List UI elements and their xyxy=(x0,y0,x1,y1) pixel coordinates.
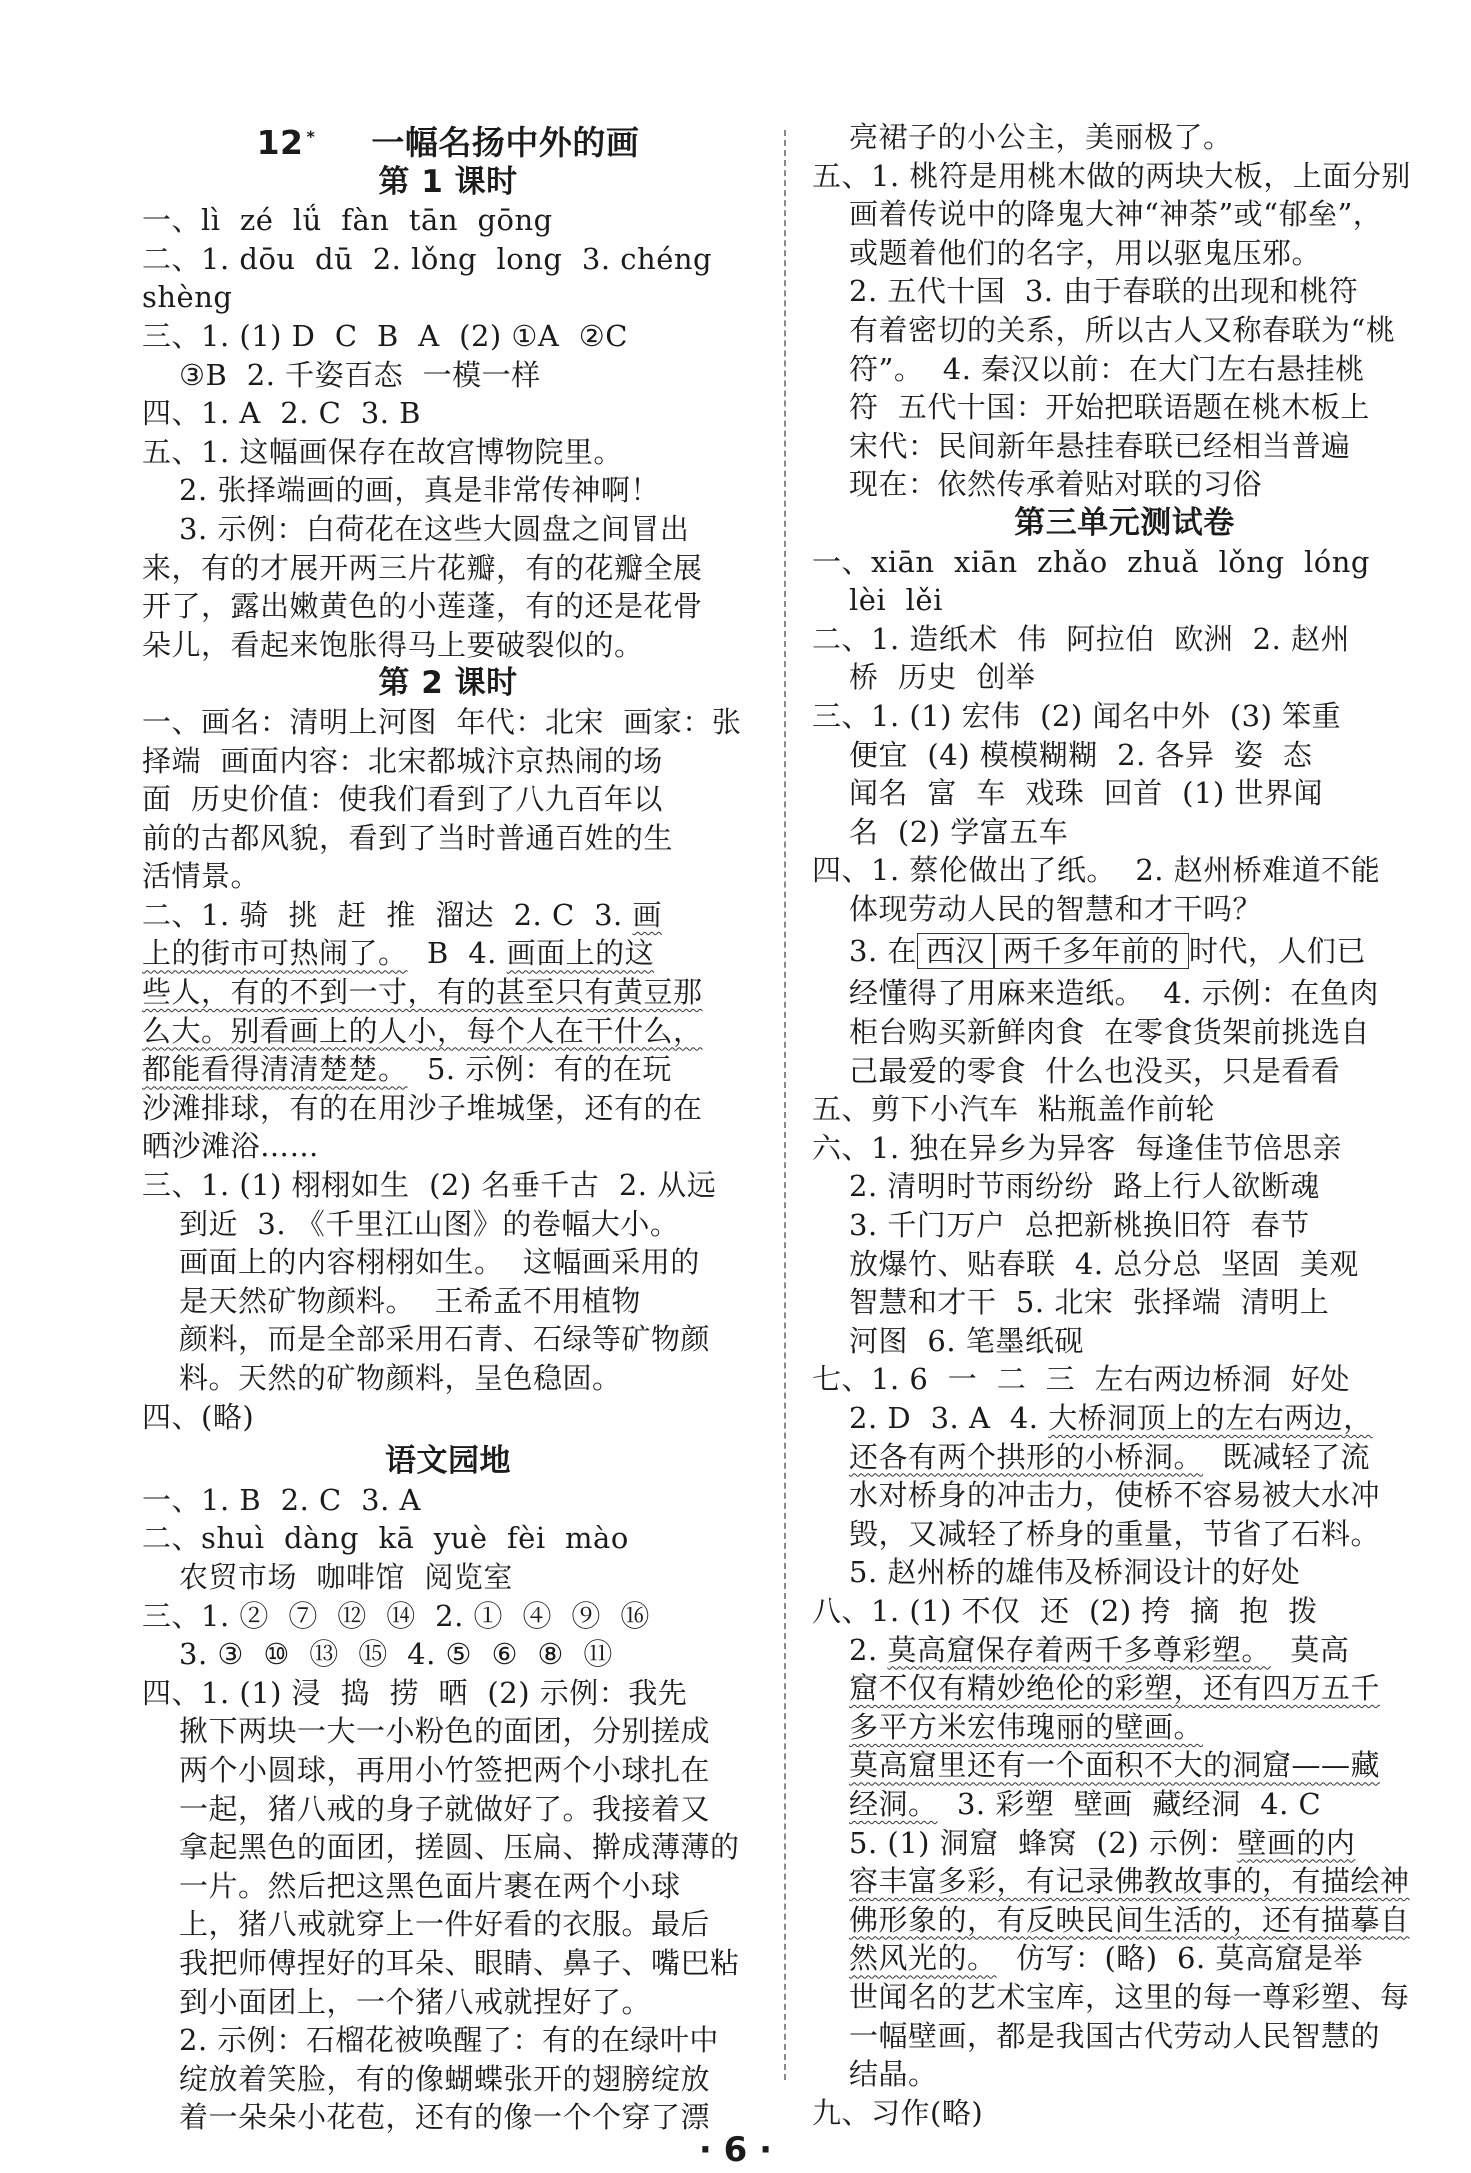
answer-line: 前的古都风貌，看到了当时普通百姓的生 xyxy=(142,820,674,855)
answer-line: 绽放着笑脸，有的像蝴蝶张开的翅膀绽放 xyxy=(179,2061,711,2096)
answer-line: 桥 历史 创举 xyxy=(849,660,1036,695)
answer-line: 符 五代十国：开始把联语题在桃木板上 xyxy=(849,390,1370,425)
answer-line: 五、1. 这幅画保存在故宫博物院里。 xyxy=(142,434,623,469)
answer-line: 五、1. 桃符是用桃木做的两块大板，上面分别 xyxy=(812,158,1411,193)
answer-line: 闻名 富 车 戏珠 回首 (1) 世界闻 xyxy=(849,776,1323,811)
answer-line: 七、1. 6 一 二 三 左右两边桥洞 好处 xyxy=(812,1362,1351,1397)
answer-line: 面 历史价值：使我们看到了八九百年以 xyxy=(142,782,663,817)
answer-line: 符”。 4. 秦汉以前：在大门左右悬挂桃 xyxy=(849,351,1365,386)
answer-line: 宋代：民间新年悬挂春联已经相当普遍 xyxy=(849,428,1351,463)
answer-line: 2. 五代十国 3. 由于春联的出现和桃符 xyxy=(849,274,1359,309)
answer-line: 智慧和才干 5. 北宋 张择端 清明上 xyxy=(849,1285,1330,1320)
wavy-underlined-text: 容丰富多彩，有记录佛教故事的，有描绘神 xyxy=(849,1864,1410,1899)
section-title: 一幅名扬中外的画 xyxy=(371,123,640,162)
answer-line: 六、1. 独在异乡为异客 每逢佳节倍思亲 xyxy=(812,1130,1342,1165)
answer-line: 两个小圆球，再用小竹签把两个小球扎在 xyxy=(179,1752,711,1787)
answer-line: 四、1. (1) 浸 捣 捞 晒 (2) 示例：我先 xyxy=(142,1675,688,1710)
answer-line: 3. 示例：白荷花在这些大圆盘之间冒出 xyxy=(179,511,690,546)
answer-text: 5. 示例：有的在玩 xyxy=(407,1052,672,1087)
page-number: · 6 · xyxy=(698,2130,773,2170)
answer-line xyxy=(812,928,1437,974)
answer-line: 四、1. A 2. C 3. B xyxy=(142,396,421,431)
wavy-underlined-text: 大桥洞顶上的左右两边， xyxy=(1048,1401,1373,1435)
wavy-underlined-text: 么大。别看画上的人小，每个人在干什么， xyxy=(142,1013,703,1048)
wavy-underlined-text: 画 xyxy=(632,897,662,932)
lesson1-title: 第 1 课时 xyxy=(378,163,518,200)
answer-line xyxy=(812,1438,1437,1477)
wavy-underlined-text: 画面上的这 xyxy=(506,936,655,971)
answer-line: 是天然矿物颜料。 王希孟不用植物 xyxy=(179,1283,641,1318)
answer-line: 一、xiān xiān zhǎo zhuǎ lǒng lóng xyxy=(812,544,1370,579)
left-column xyxy=(142,118,754,2137)
answer-text: 莫高 xyxy=(1270,1632,1350,1667)
answer-line: 四、1. 蔡伦做出了纸。 2. 赵州桥难道不能 xyxy=(812,853,1381,888)
answer-line: 三、1. (1) D C B A (2) ①A ②C xyxy=(142,318,628,353)
answer-line xyxy=(812,1399,1437,1438)
answer-line: 三、1. (1) 栩栩如生 (2) 名垂千古 2. 从远 xyxy=(142,1168,717,1203)
answer-line: 五、剪下小汽车 粘瓶盖作前轮 xyxy=(812,1092,1215,1127)
answer-text: 3. 在 xyxy=(849,934,917,969)
answer-line: 世闻名的艺术宝库，这里的每一尊彩塑、每 xyxy=(849,1979,1410,2014)
answer-text: 5. (1) 洞窟 蜂窝 (2) 示例： xyxy=(849,1825,1238,1860)
answer-line: 三、1. (1) 宏伟 (2) 闻名中外 (3) 笨重 xyxy=(812,698,1342,733)
answer-line: 3. ③ ⑩ ⑬ ⑮ 4. ⑤ ⑥ ⑧ ⑪ xyxy=(179,1637,613,1672)
answer-text: 既减轻了流 xyxy=(1203,1439,1370,1474)
answer-line: 一幅壁画，都是我国古代劳动人民智慧的 xyxy=(849,2018,1381,2053)
answer-line: 开了，露出嫩黄色的小莲蓬，有的还是花骨 xyxy=(142,589,703,624)
column-divider xyxy=(784,130,786,2080)
wavy-underlined-text: 都能看得清清楚楚。 xyxy=(142,1052,408,1087)
answer-line xyxy=(812,1669,1437,1708)
section-heading xyxy=(142,118,754,163)
answer-line: 到小面团上，一个猪八戒就捏好了。 xyxy=(179,1984,652,2019)
answer-line: 择端 画面内容：北宋都城汴京热闹的场 xyxy=(142,743,663,778)
section-number xyxy=(257,123,316,162)
answer-line: lèi lěi xyxy=(849,583,943,618)
answer-line: 一、lì zé lǘ fàn tān gōng xyxy=(142,203,553,238)
answer-line xyxy=(142,973,754,1012)
wavy-underlined-text: 窟不仅有精妙绝伦的彩塑，还有四万五千 xyxy=(849,1671,1381,1706)
answer-line: 放爆竹、贴春联 4. 总分总 坚固 美观 xyxy=(849,1246,1359,1281)
answer-line: 亮裙子的小公主，美丽极了。 xyxy=(849,120,1233,154)
answer-line: 二、1. dōu dū 2. lǒng long 3. chéng xyxy=(142,241,713,276)
answer-line xyxy=(812,1901,1437,1940)
answer-line: 活情景。 xyxy=(142,859,261,894)
answer-line: 5. 赵州桥的雄伟及桥洞设计的好处 xyxy=(849,1555,1301,1590)
wavy-underlined-text: 还各有两个拱形的小桥洞。 xyxy=(849,1439,1204,1474)
answer-line xyxy=(812,1824,1437,1863)
answer-text: 2. D 3. A 4. xyxy=(849,1401,1049,1435)
section-number-text: 12 xyxy=(256,123,304,162)
answer-line: 3. 千门万户 总把新桃换旧符 春节 xyxy=(849,1208,1310,1243)
answer-line xyxy=(812,1939,1437,1978)
answer-text: 仿写：(略) 6. 莫高窟是举 xyxy=(996,1941,1363,1976)
answer-line xyxy=(142,1050,754,1089)
answer-line: 来，有的才展开两三片花瓣，有的花瓣全展 xyxy=(142,550,703,585)
answer-line: 一片。然后把这黑色面片裹在两个小球 xyxy=(179,1868,681,1903)
answer-line: 九、习作(略) xyxy=(812,2095,984,2130)
answer-line: 便宜 (4) 模模糊糊 2. 各异 姿 态 xyxy=(849,737,1313,772)
answer-line: 料。天然的矿物颜料，呈色稳固。 xyxy=(179,1361,622,1395)
garden-title: 语文园地 xyxy=(385,1443,511,1480)
answer-line: 一起，猪八戒的身子就做好了。我接着又 xyxy=(179,1791,711,1826)
boxed-answer: 两千多年前的 xyxy=(994,933,1189,969)
answer-line: 画着传说中的降鬼大神“神荼”或“郁垒”， xyxy=(849,197,1383,232)
answer-line: 四、(略) xyxy=(142,1399,255,1434)
answer-line: 着一朵朵小花苞，还有的像一个个穿了漂 xyxy=(179,2100,711,2135)
answer-line: 水对桥身的冲击力，使桥不容易被大水冲 xyxy=(849,1478,1381,1513)
answer-text: 3. 彩塑 壁画 藏经洞 4. C xyxy=(937,1786,1322,1821)
answer-line: 2. 清明时节雨纷纷 路上行人欲断魂 xyxy=(849,1169,1320,1204)
answer-line: 上，猪八戒就穿上一件好看的衣服。最后 xyxy=(179,1907,711,1942)
answer-line xyxy=(142,934,754,973)
right-column xyxy=(812,118,1437,2132)
answer-line: 2. 示例：石榴花被唤醒了：有的在绿叶中 xyxy=(179,2023,719,2058)
answer-line xyxy=(812,1862,1437,1901)
answer-line: 2. 张择端画的画，真是非常传神啊！ xyxy=(179,473,660,508)
answer-line: 柜台购买新鲜肉食 在零食货架前挑选自 xyxy=(849,1015,1370,1050)
answer-line: shèng xyxy=(142,280,233,315)
lesson2-title: 第 2 课时 xyxy=(378,665,518,702)
answer-line: 三、1. ② ⑦ ⑫ ⑭ 2. ① ④ ⑨ ⑯ xyxy=(142,1598,650,1633)
answer-line: 现在：依然传承着贴对联的习俗 xyxy=(849,467,1263,502)
answer-line: 农贸市场 咖啡馆 阅览室 xyxy=(179,1559,513,1594)
answer-line: 一、1. B 2. C 3. A xyxy=(142,1482,421,1517)
test-title: 第三单元测试卷 xyxy=(1014,504,1235,541)
answer-line: 结晶。 xyxy=(849,2057,938,2092)
answer-line: 画面上的内容栩栩如生。 这幅画采用的 xyxy=(179,1245,700,1280)
answer-text: 二、1. 骑 挑 赶 推 溜达 2. C 3. xyxy=(142,897,633,932)
answer-line: 沙滩排球，有的在用沙子堆城堡，还有的在 xyxy=(142,1090,703,1125)
answer-line: ③B 2. 千姿百态 一模一样 xyxy=(179,357,541,392)
answer-line: 揪下两块一大一小粉色的面团，分别搓成 xyxy=(179,1714,711,1749)
wavy-underlined-text: 壁画的内 xyxy=(1237,1825,1356,1860)
wavy-underlined-text: 上的街市可热闹了。 xyxy=(142,936,408,971)
answer-line: 颜料，而是全部采用石青、石绿等矿物颜 xyxy=(179,1322,711,1357)
boxed-answer: 西汉 xyxy=(917,933,994,969)
wavy-underlined-text: 佛形象的，有反映民间生活的，还有描摹自 xyxy=(849,1902,1410,1937)
answer-line: 朵儿，看起来饱胀得马上要破裂似的。 xyxy=(142,627,644,662)
wavy-underlined-text: 莫高窟里还有一个面积不大的洞窟——藏 xyxy=(849,1748,1381,1783)
answer-line: 体现劳动人民的智慧和才干吗？ xyxy=(849,891,1263,926)
answer-line: 二、1. 造纸术 伟 阿拉伯 欧洲 2. 赵州 xyxy=(812,621,1351,656)
answer-line: 到近 3. 《千里江山图》的卷幅大小。 xyxy=(179,1206,680,1241)
answer-line xyxy=(812,1746,1437,1785)
answer-line xyxy=(812,1708,1437,1747)
answer-line: 八、1. (1) 不仅 还 (2) 挎 摘 抱 拨 xyxy=(812,1593,1318,1628)
answer-text: 2. xyxy=(849,1632,888,1667)
answer-line: 我把师傅捏好的耳朵、眼睛、鼻子、嘴巴粘 xyxy=(179,1945,740,1980)
answer-line: 二、shuì dàng kā yuè fèi mào xyxy=(142,1521,629,1556)
answer-line: 拿起黑色的面团，搓圆、压扁、擀成薄薄的 xyxy=(179,1830,740,1865)
answer-line: 河图 6. 笔墨纸砚 xyxy=(849,1323,1084,1358)
wavy-underlined-text: 然风光的。 xyxy=(849,1941,997,1976)
answer-line: 名 (2) 学富五车 xyxy=(849,814,1069,849)
answer-line: 有着密切的关系，所以古人又称春联为“桃 xyxy=(849,312,1396,347)
answer-line xyxy=(812,1785,1437,1824)
answer-line: 经懂得了用麻来造纸。 4. 示例：在鱼肉 xyxy=(849,976,1379,1011)
answer-line: 己最爱的零食 什么也没买，只是看看 xyxy=(849,1053,1341,1088)
wavy-underlined-text: 莫高窟保存着两千多尊彩塑。 xyxy=(887,1632,1271,1667)
answer-line xyxy=(142,896,754,935)
wavy-underlined-text: 多平方米宏伟瑰丽的壁画。 xyxy=(849,1709,1204,1744)
answer-line: 毁，又减轻了桥身的重量，节省了石料。 xyxy=(849,1516,1381,1551)
wavy-underlined-text: 经洞。 xyxy=(849,1786,938,1821)
answer-line: 一、画名：清明上河图 年代：北宋 画家：张 xyxy=(142,704,742,739)
answer-text: B 4. xyxy=(407,936,507,971)
answer-line: 或题着他们的名字，用以驱鬼压邪。 xyxy=(849,235,1322,270)
section-mark: * xyxy=(306,127,316,146)
wavy-underlined-text: 些人，有的不到一寸，有的甚至只有黄豆那 xyxy=(142,975,703,1010)
answer-text: 时代，人们已 xyxy=(1188,934,1366,969)
answer-line: 晒沙滩浴…… xyxy=(142,1129,320,1164)
answer-line xyxy=(142,1012,754,1051)
answer-line xyxy=(812,1631,1437,1670)
